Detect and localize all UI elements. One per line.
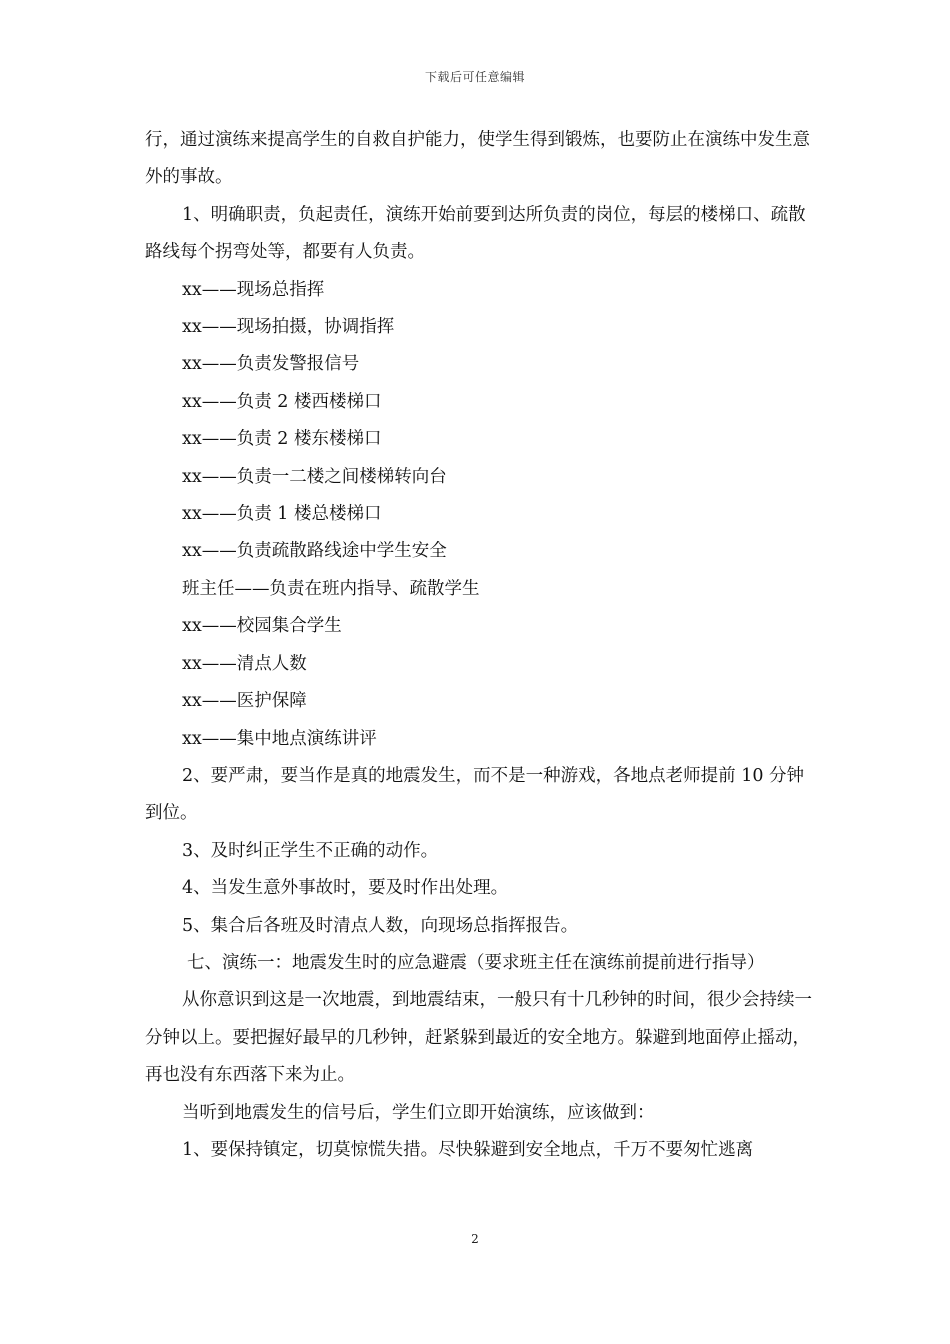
paragraph-signal: 当听到地震发生的信号后，学生们立即开始演练，应该做到： bbox=[182, 1102, 655, 1123]
paragraph-correct: 3、及时纠正学生不正确的动作。 bbox=[182, 840, 439, 861]
role-item: xx——负责 1 楼总楼梯口 bbox=[182, 504, 382, 525]
role-item: xx——医护保障 bbox=[182, 691, 307, 712]
paragraph-calm: 1、要保持镇定，切莫惊慌失措。尽快躲避到安全地点，千万不要匆忙逃离 bbox=[182, 1139, 754, 1160]
role-item: xx——现场总指挥 bbox=[182, 279, 325, 300]
paragraph-serious: 2、要严肃，要当作是真的地震发生，而不是一种游戏，各地点老师提前 10 分钟到位。 bbox=[145, 765, 805, 824]
paragraph-continuation: 行，通过演练来提高学生的自救自护能力，使学生得到锻炼，也要防止在演练中发生意外的事故。 bbox=[145, 130, 810, 188]
page-number: 2 bbox=[471, 1232, 479, 1246]
section-heading: 七、演练一：地震发生时的应急避震（要求班主任在演练前提前进行指导） bbox=[187, 952, 765, 973]
document-body bbox=[145, 122, 815, 1169]
paragraph-headcount: 5、集合后各班及时清点人数，向现场总指挥报告。 bbox=[182, 915, 579, 936]
page-header: 下载后可任意编辑 bbox=[424, 70, 525, 84]
paragraph-accident: 4、当发生意外事故时，要及时作出处理。 bbox=[182, 878, 509, 899]
role-item: xx——负责一二楼之间楼梯转向台 bbox=[182, 466, 447, 487]
role-item: xx——清点人数 bbox=[182, 653, 307, 674]
role-item: xx——负责 2 楼西楼梯口 bbox=[182, 391, 382, 412]
role-item: xx——现场拍摄，协调指挥 bbox=[182, 317, 395, 338]
role-item: xx——负责 2 楼东楼梯口 bbox=[182, 429, 382, 450]
role-item: 班主任——负责在班内指导、疏散学生 bbox=[182, 578, 480, 599]
role-item: xx——校园集合学生 bbox=[182, 616, 342, 637]
paragraph-earthquake: 从你意识到这是一次地震，到地震结束，一般只有十几秒钟的时间，很少会持续一分钟以上。要把握好最早的几秒钟，赶紧躲到最近的安全地方。躲避到地面停止摇动，再也没有东西落下来为止。 bbox=[145, 990, 812, 1086]
paragraph-responsibility: 1、明确职责，负起责任，演练开始前要到达所负责的岗位，每层的楼梯口、疏散路线每个拐弯处等，都要有人负责。 bbox=[145, 204, 806, 263]
role-item: xx——负责疏散路线途中学生安全 bbox=[182, 541, 447, 562]
role-item: xx——负责发警报信号 bbox=[182, 354, 360, 375]
role-item: xx——集中地点演练讲评 bbox=[182, 728, 377, 749]
